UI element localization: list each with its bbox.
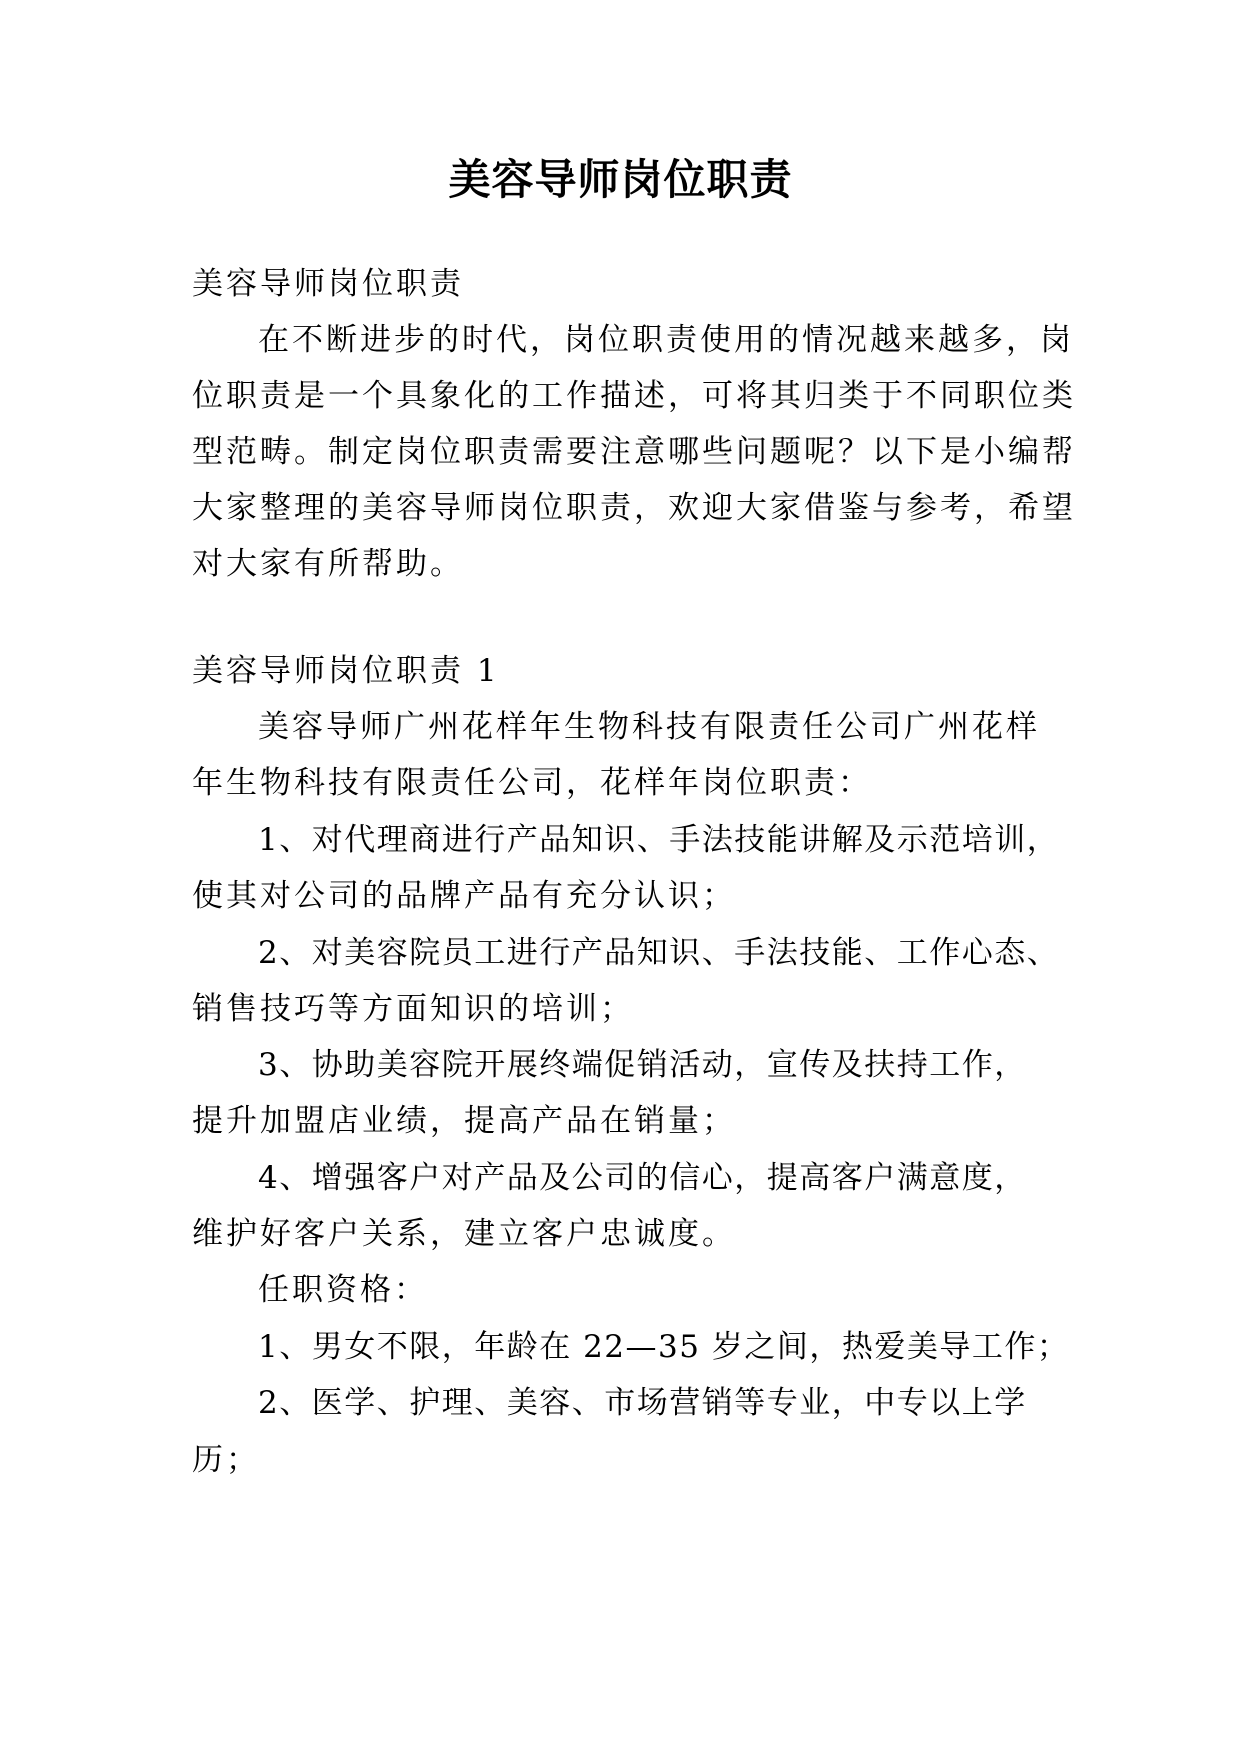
section-heading: 美容导师岗位职责 bbox=[192, 266, 464, 302]
qualifications-heading: 任职资格： bbox=[258, 1272, 428, 1308]
paragraph-line: 位职责是一个具象化的工作描述，可将其归类于不同职位类 bbox=[192, 378, 1076, 414]
list-item-continuation: 维护好客户关系，建立客户忠诚度。 bbox=[192, 1216, 736, 1252]
list-item: 1、对代理商进行产品知识、手法技能讲解及示范培训， bbox=[258, 822, 1060, 858]
paragraph-line: 对大家有所帮助。 bbox=[192, 546, 464, 582]
document-title: 美容导师岗位职责 bbox=[448, 155, 793, 204]
list-item: 4、增强客户对产品及公司的信心，提高客户满意度， bbox=[258, 1160, 1027, 1196]
list-item-continuation: 历； bbox=[192, 1442, 260, 1478]
paragraph-line: 年生物科技有限责任公司，花样年岗位职责： bbox=[192, 765, 872, 801]
list-item: 1、男女不限，年龄在 22—35 岁之间，热爱美导工作； bbox=[258, 1329, 1070, 1365]
paragraph-line: 大家整理的美容导师岗位职责，欢迎大家借鉴与参考，希望 bbox=[192, 490, 1076, 526]
paragraph-line: 美容导师广州花样年生物科技有限责任公司广州花样 bbox=[258, 709, 1040, 745]
list-item: 2、对美容院员工进行产品知识、手法技能、工作心态、 bbox=[258, 935, 1060, 971]
list-item-continuation: 提升加盟店业绩，提高产品在销量； bbox=[192, 1103, 736, 1139]
list-item: 2、医学、护理、美容、市场营销等专业，中专以上学 bbox=[258, 1385, 1027, 1421]
paragraph-line: 型范畴。制定岗位职责需要注意哪些问题呢？以下是小编帮 bbox=[192, 434, 1076, 470]
section-heading: 美容导师岗位职责 1 bbox=[192, 653, 500, 689]
list-item: 3、协助美容院开展终端促销活动，宣传及扶持工作， bbox=[258, 1047, 1027, 1083]
list-item-continuation: 销售技巧等方面知识的培训； bbox=[192, 991, 634, 1027]
list-item-continuation: 使其对公司的品牌产品有充分认识； bbox=[192, 878, 736, 914]
paragraph-line: 在不断进步的时代，岗位职责使用的情况越来越多，岗 bbox=[258, 322, 1074, 358]
